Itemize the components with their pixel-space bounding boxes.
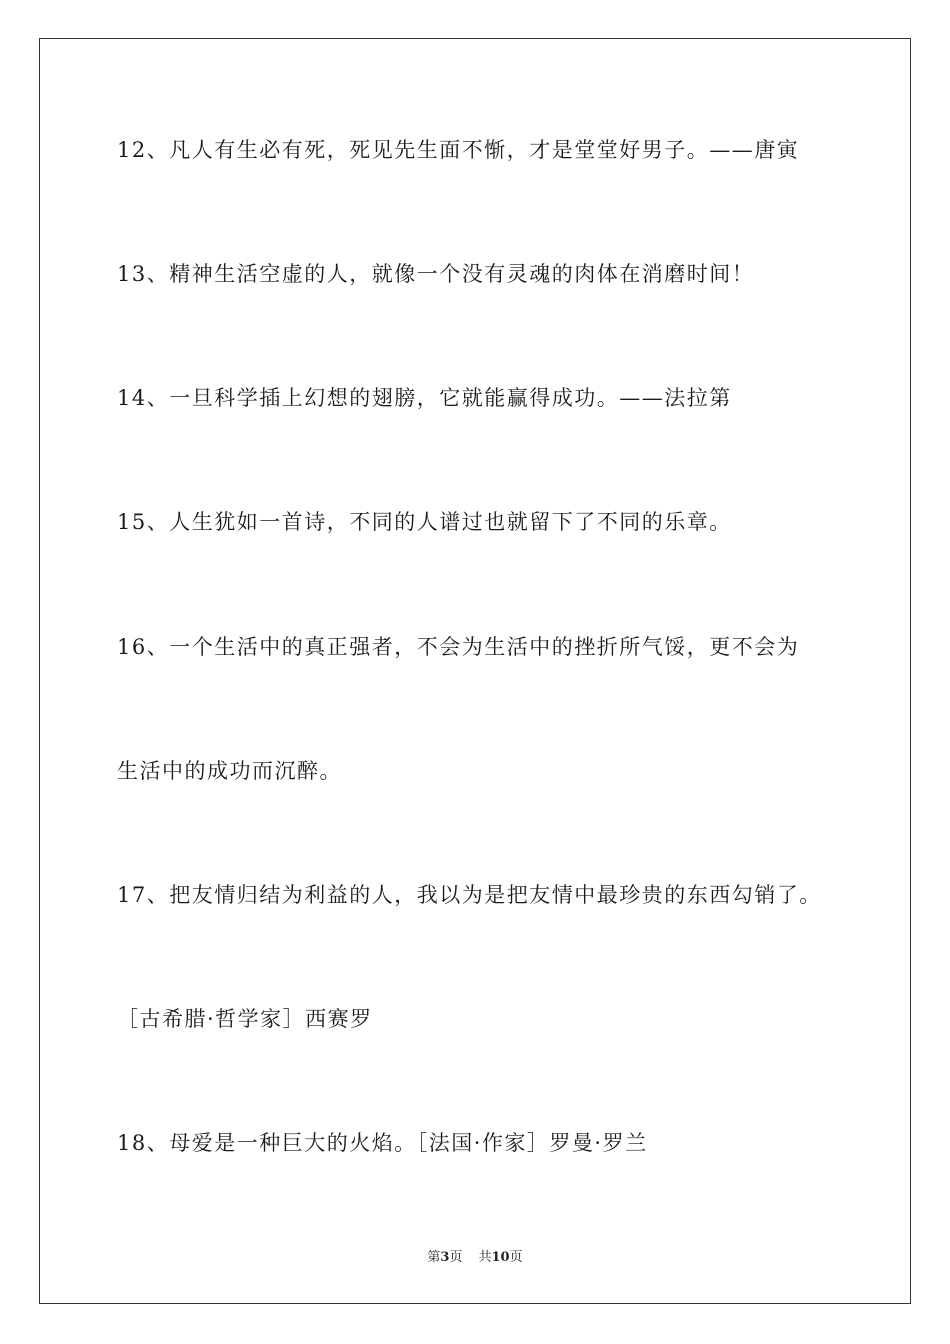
total-prefix: 共 xyxy=(478,1250,492,1265)
page-border xyxy=(39,38,911,1304)
page-footer xyxy=(0,1249,950,1267)
quote-line-16-continued: 生活中的成功而沉醉。 xyxy=(117,759,342,783)
quote-line-13: 13、精神生活空虚的人，就像一个没有灵魂的肉体在消磨时间！ xyxy=(117,262,755,286)
quote-line-18: 18、母爱是一种巨大的火焰。［法国·作家］罗曼·罗兰 xyxy=(117,1131,648,1155)
quote-line-17: 17、把友情归结为利益的人，我以为是把友情中最珍贵的东西勾销了。 xyxy=(117,883,822,907)
quote-line-16: 16、一个生活中的真正强者，不会为生活中的挫折所气馁，更不会为 xyxy=(117,635,800,659)
quote-line-12: 12、凡人有生必有死，死见先生面不惭，才是堂堂好男子。——唐寅 xyxy=(117,138,800,162)
total-suffix: 页 xyxy=(509,1250,523,1265)
page-number: 3 xyxy=(440,1250,450,1265)
page-suffix: 页 xyxy=(449,1250,463,1265)
total-pages: 10 xyxy=(491,1250,510,1265)
quote-line-17-attribution: ［古希腊·哲学家］西赛罗 xyxy=(117,1007,373,1031)
quote-line-15: 15、人生犹如一首诗，不同的人谱过也就留下了不同的乐章。 xyxy=(117,510,732,534)
page-prefix: 第 xyxy=(427,1250,441,1265)
quote-line-14: 14、一旦科学插上幻想的翅膀，它就能赢得成功。——法拉第 xyxy=(117,386,732,410)
